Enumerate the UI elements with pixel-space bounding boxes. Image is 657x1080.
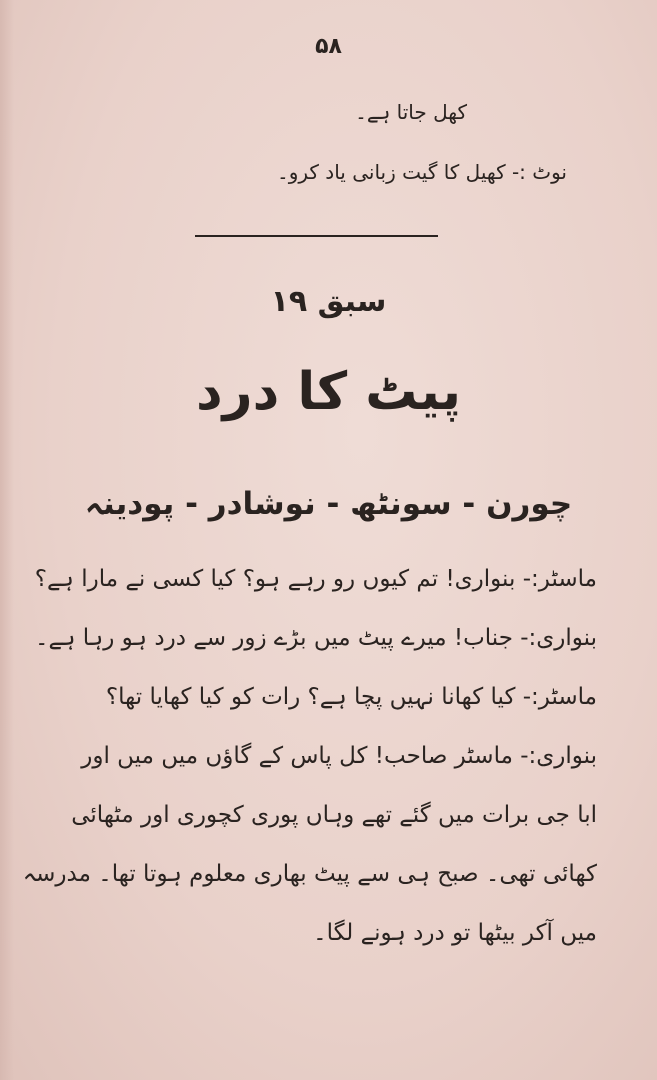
page-edge-shadow bbox=[0, 0, 14, 1080]
dialogue-line: ماسٹر:- بنواری! تم کیوں رو رہے ہو؟ کیا کسی نے مارا ہے؟ bbox=[34, 566, 597, 592]
vocabulary-line: چورن - سونٹھ - نوشادر - پودینہ bbox=[84, 486, 573, 522]
dialogue-line: ماسٹر:- کیا کھانا نہیں پچا ہے؟ رات کو کیا کھایا تھا؟ bbox=[105, 684, 597, 710]
dialogue-line: میں آکر بیٹھا تو درد ہونے لگا۔ bbox=[313, 920, 597, 946]
dialogue-line: بنواری:- جناب! میرے پیٹ میں بڑے زور سے درد ہو رہا ہے۔ bbox=[35, 625, 597, 651]
section-divider bbox=[195, 235, 438, 237]
lesson-title: پیٹ کا درد bbox=[195, 362, 462, 422]
dialogue-line: ابا جی برات میں گئے تھے وہاں پوری کچوری اور مٹھائی bbox=[71, 802, 597, 828]
intro-line: کھل جاتا ہے۔ bbox=[355, 100, 467, 124]
dialogue-line: کھائی تھی۔ صبح ہی سے پیٹ بھاری معلوم ہوتا تھا۔ مدرسہ bbox=[22, 861, 597, 887]
note-line: نوٹ :- کھیل کا گیت زبانی یاد کرو۔ bbox=[277, 160, 567, 184]
page-number: ۵۸ bbox=[315, 34, 342, 59]
dialogue-line: بنواری:- ماسٹر صاحب! کل پاس کے گاؤں میں میں اور bbox=[81, 743, 597, 769]
lesson-heading: سبق ۱۹ bbox=[270, 284, 387, 319]
